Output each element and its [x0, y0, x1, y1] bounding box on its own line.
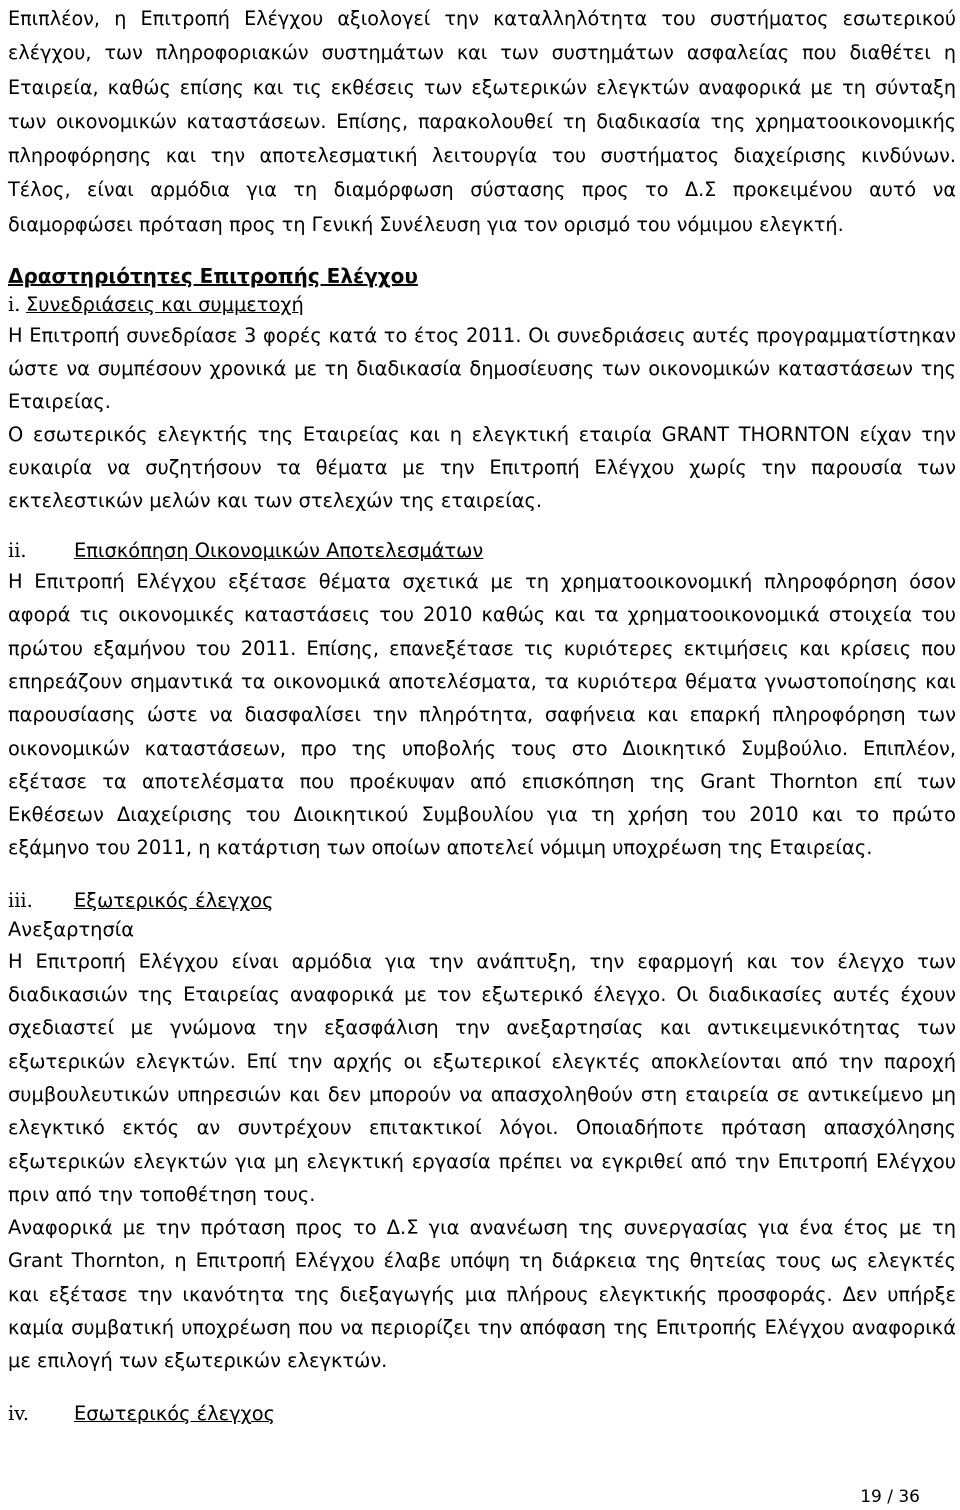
subsection-heading-iv [8, 1400, 956, 1428]
subsection-heading-ii [8, 537, 956, 565]
subsection-heading-iii [8, 887, 956, 915]
paragraph: Ο εσωτερικός ελεγκτής της Εταιρείας και η ελεγκτική εταιρία GRANT THORNTON είχαν την ευκαιρία να συζητήσουν τα θέματα με την Επιτροπή Ελέγχου χωρίς την παρουσία των εκτελεστικών μελών και των στελεχών της εταιρείας. [8, 423, 956, 513]
document-page [8, 0, 956, 1428]
subsection-number: i. [8, 293, 21, 317]
intro-paragraph: Επιπλέον, η Επιτροπή Ελέγχου αξιολογεί την καταλληλότητα του συστήματος εσωτερικού ελέγχου, των πληροφοριακών συστημάτων και των συστημάτων ασφαλείας που διαθέτει η Εταιρεία, καθώς επίσης και τις εκθέσεις των εξωτερικών ελεγκτών αναφορικά με τη σύνταξη των οικονομικών καταστάσεων. Επίσης, παρακολουθεί τη διαδικασία της χρηματοοικονομικής πληροφόρησης και την αποτελεσματική λειτουργία του συστήματος διαχείρισης κινδύνων. Τέλος, είναι αρμόδια για τη διαμόρφωση σύστασης προς το Δ.Σ προκειμένου αυτό να διαμορφώσει πρόταση προς τη Γενική Συνέλευση για τον ορισμό του νόμιμου ελεγκτή. [8, 7, 956, 236]
paragraph: Η Επιτροπή Ελέγχου εξέτασε θέματα σχετικά με τη χρηματοοικονομική πληροφόρηση όσον αφορά τις οικονομικές καταστάσεις του 2010 καθώς και τα χρηματοοικονομικά στοιχεία του πρώτου εξαμήνου του 2011. Επίσης, επανεξέτασε τις κυριότερες εκτιμήσεις και κρίσεις που επηρεάζουν σημαντικά τα οικονομικά αποτελέσματα, τα κυριότερα θέματα γνωστοποίησης και παρουσίασης ώστε να διασφαλίσει την πληρότητα, σαφήνεια και επαρκή πληροφόρηση των οικονομικών καταστάσεων, προ της υποβολής τους στο Διοικητικό Συμβούλιο. Επιπλέον, εξέτασε τα αποτελέσματα που προέκυψαν από επισκόπηση της Grant Thornton επί των Εκθέσεων Διαχείρισης του Διοικητικού Συμβουλίου για τη χρήση του 2010 και το πρώτο εξάμηνο του 2011, η κατάρτιση των οποίων αποτελεί νόμιμη υποχρέωση της Εταιρείας. [8, 570, 956, 860]
paragraph: Η Επιτροπή Ελέγχου είναι αρμόδια για την ανάπτυξη, την εφαρμογή και τον έλεγχο των διαδικασιών της Εταιρείας αναφορικά με τον εξωτερικό έλεγχο. Οι διαδικασίες αυτές έχουν σχεδιαστεί με γνώμονα την εξασφάλιση την ανεξαρτησίας και αντικειμενικότητας των εξωτερικών ελεγκτών. Επί την αρχής οι εξωτερικοί ελεγκτές αποκλείονται από την παροχή συμβουλευτικών υπηρεσιών και δεν μπορούν να απασχοληθούν στη εταιρεία σε αντικείμενο μη ελεγκτικό εκτός αν συντρέχουν επιτακτικοί λόγοι. Οποιαδήποτε πρόταση απασχόλησης εξωτερικών ελεγκτών για μη ελεγκτική εργασία πρέπει να εγκριθεί από την Επιτροπή Ελέγχου πριν από την τοποθέτηση τους. [8, 949, 956, 1206]
subsection-number: iv. [8, 1401, 30, 1425]
section-heading: Δραστηριότητες Επιτροπής Ελέγχου [8, 264, 418, 289]
subsection-title: Εσωτερικός έλεγχος [74, 1401, 275, 1425]
subsection-title: Εξωτερικός έλεγχος [74, 888, 274, 912]
subsection-heading-i [8, 291, 956, 319]
page-number: 19 / 36 [860, 1487, 920, 1507]
subsection-number: iii. [8, 888, 33, 912]
paragraph: Η Επιτροπή συνεδρίασε 3 φορές κατά το έτος 2011. Οι συνεδριάσεις αυτές προγραμματίστηκαν ώστε να συμπέσουν χρονικά με τη διαδικασία δημοσίευσης των οικονομικών καταστάσεων της Εταιρείας. [8, 324, 956, 414]
subsection-number: ii. [8, 539, 27, 563]
subsection-title: Επισκόπηση Οικονομικών Αποτελεσμάτων [74, 539, 484, 563]
paragraph: Αναφορικά με την πρόταση προς το Δ.Σ για ανανέωση της συνεργασίας για ένα έτος με τη Grant Thornton, η Επιτροπή Ελέγχου έλαβε υπόψη τη διάρκεια της θητείας τους ως ελεγκτές και εξέτασε την ικανότητα της διεξαγωγής μια πλήρους ελεγκτικής προσφοράς. Δεν υπήρξε καμία συμβατική υποχρέωση που να περιορίζει την απόφαση της Επιτροπής Ελέγχου αναφορικά με επιλογή των εξωτερικών ελεγκτών. [8, 1216, 956, 1373]
independence-label: Ανεξαρτησία [8, 917, 135, 941]
subsection-title: Συνεδριάσεις και συμμετοχή [26, 293, 304, 317]
